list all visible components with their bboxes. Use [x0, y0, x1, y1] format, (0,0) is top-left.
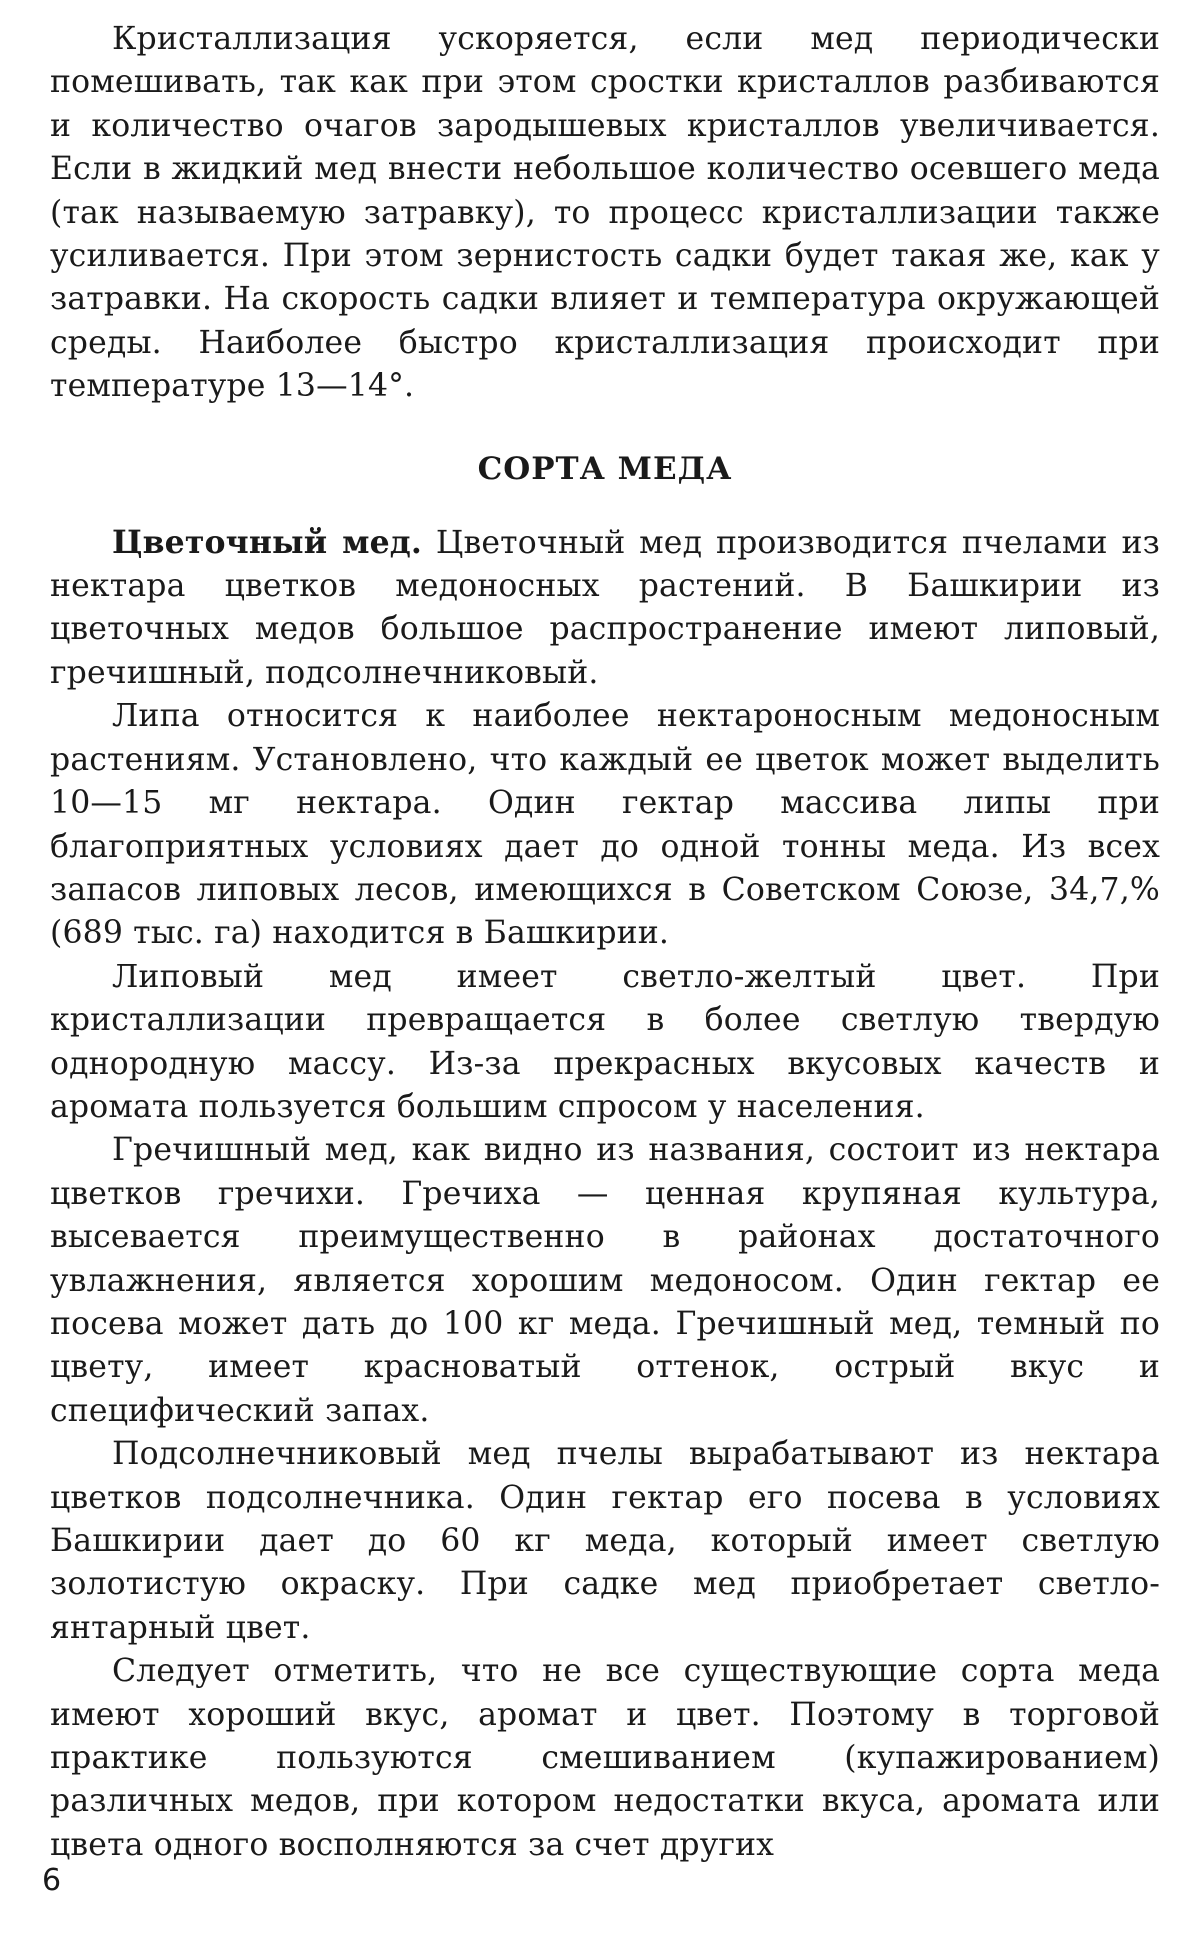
- section-heading: СОРТА МЕДА: [477, 450, 733, 487]
- run-in-heading: Цветочный мед.: [112, 523, 423, 561]
- buckwheat-paragraph: Гречишный мед, как видно из названия, состоит из нектара цветков гречихи. Гречиха — ценная крупяная культура, высевается преимущественно в районах достаточного увлажнения, является хорошим медоносом. Один гектар ее посева может дать до 100 кг меда. Гречишный мед, темный по цвету, имеет красноватый оттенок, острый вкус и специфический запах.: [50, 1132, 1160, 1429]
- flower-honey-text: Цветочный мед производится пчелами из нектара цветков медоносных растений. В Башкирии из цветочных медов большое распространение имеют липовый, гречишный, подсолнечниковый.: [50, 524, 1160, 691]
- intro-paragraph: Кристаллизация ускоряется, если мед периодически помешивать, так как при этом сростки кристаллов разбиваются и количество очагов зародышевых кристаллов увеличивается. Если в жидкий мед внести небольшое количество осевшего меда (так называемую затравку), то процесс кристаллизации также усиливается. При этом зернистость садки будет такая же, как у затравки. На скорость садки влияет и температура окружающей среды. Наиболее быстро кристаллизация происходит при температуре 13—14°.: [50, 21, 1160, 405]
- flower-honey-paragraph: [50, 521, 1160, 696]
- blending-paragraph: Следует отметить, что не все существующие сорта меда имеют хороший вкус, аромат и цвет. Поэтому в торговой практике пользуются смешиванием (купажированием) различных медов, при котором недостатки вкуса, аромата или цвета одного восполняются за счет других: [50, 1653, 1160, 1863]
- page-body: [50, 18, 1160, 1867]
- sunflower-paragraph: Подсолнечниковый мед пчелы вырабатывают из нектара цветков подсолнечника. Один гектар его посева в условиях Башкирии дает до 60 кг меда, который имеет светлую золотистую окраску. При садке мед приобретает светло-янтарный цвет.: [50, 1436, 1160, 1646]
- page-number: 6: [42, 1863, 62, 1898]
- linden-honey-paragraph: Липовый мед имеет светло-желтый цвет. При кристаллизации превращается в более светлую твердую однородную массу. Из-за прекрасных вкусовых качеств и аромата пользуется большим спросом у населения.: [50, 958, 1160, 1125]
- linden-paragraph: Липа относится к наиболее нектароносным медоносным растениям. Установлено, что каждый ее цветок может выделить 10—15 мг нектара. Один гектар массива липы при благоприятных условиях дает до одной тонны меда. Из всех запасов липовых лесов, имеющихся в Советском Союзе, 34,7,% (689 тыс. га) находится в Башкирии.: [50, 698, 1160, 952]
